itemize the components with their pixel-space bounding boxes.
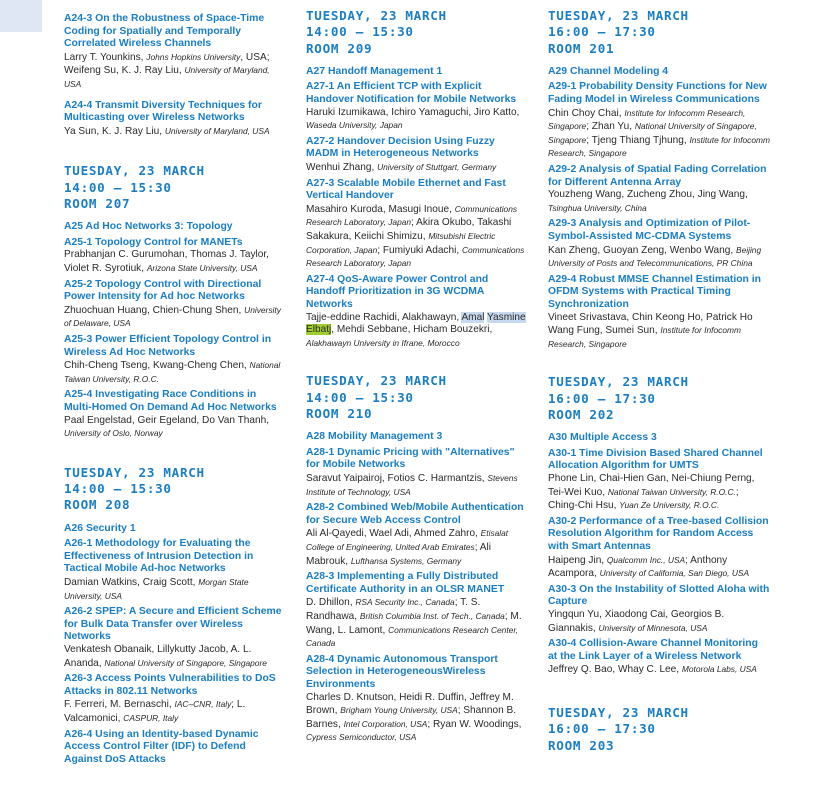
session-title[interactable]: A29 Channel Modeling 4	[548, 65, 669, 77]
paper-title[interactable]: A26-2 SPEP: A Secure and Efficient Scheme for Bulk Data Transfer over Wireless Networks	[64, 606, 282, 643]
paper-authors: Damian Watkins, Craig Scott, Morgan State University, USA	[64, 577, 249, 601]
paper-authors: Chih-Cheng Tseng, Kwang-Cheng Chen, National Taiwan University, R.O.C.	[64, 360, 281, 384]
paper-authors: Venkatesh Obanaik, Lillykutty Jacob, A. L. Ananda, National University of Singapore, Singapore	[64, 643, 267, 669]
session-block-room-207	[64, 163, 286, 440]
paper-title[interactable]: A30-3 On the Instability of Slotted Aloha with Capture	[548, 583, 770, 608]
session-room: ROOM 203	[548, 737, 615, 753]
session-room: ROOM 210	[306, 405, 373, 421]
paper-authors: Yingqun Yu, Xiaodong Cai, Georgios B. Giannakis, University of Minnesota, USA	[548, 608, 725, 634]
session-day: TUESDAY, 23 MARCH	[548, 374, 689, 390]
paper-a27-3	[306, 178, 528, 271]
column-2	[306, 0, 528, 745]
session-title[interactable]: A27 Handoff Management 1	[306, 65, 443, 77]
paper-a28-2	[306, 502, 528, 568]
paper-title[interactable]: A26-1 Methodology for Evaluating the Effectiveness of Intrusion Detection in Tactical Mobile Ad-hoc Networks	[64, 538, 254, 575]
session-title[interactable]: A26 Security 1	[64, 522, 136, 534]
session-title[interactable]: A25 Ad Hoc Networks 3: Topology	[64, 221, 233, 233]
paper-title[interactable]: A25-4 Investigating Race Conditions in Multi-Homed On Demand Ad Hoc Networks	[64, 389, 277, 413]
paper-a29-1	[548, 81, 770, 161]
text-selection-highlight[interactable]: Yasmine	[487, 311, 526, 323]
session-block-room-209	[306, 0, 528, 350]
paper-title[interactable]: A26-4 Using an Identity-based Dynamic Access Control Filter (IDF) to Defend Against DoS Attacks	[64, 728, 259, 765]
paper-authors: Youzheng Wang, Zucheng Zhou, Jing Wang, Tsinghua University, China	[548, 189, 748, 213]
paper-authors: Zhuochuan Huang, Chien-Chung Shen, University of Delaware, USA	[64, 304, 281, 329]
paper-a25-1	[64, 237, 286, 276]
paper-authors: Kan Zheng, Guoyan Zeng, Wenbo Wang, Beijing University of Posts and Telecommunications, PR China	[548, 244, 762, 269]
paper-a24-4	[64, 100, 286, 139]
paper-authors: Ya Sun, K. J. Ray Liu, University of Maryland, USA	[64, 125, 270, 137]
paper-authors: Haruki Izumikawa, Ichiro Yamaguchi, Jiro Katto, Waseda University, Japan	[306, 106, 520, 131]
session-time: 14:00 – 15:30	[64, 481, 172, 497]
paper-a27-1	[306, 81, 528, 132]
paper-authors: Prabhanjan C. Gurumohan, Thomas J. Taylor, Violet R. Syrotiuk, Arizona State University, USA	[64, 249, 269, 275]
paper-title[interactable]: A29-2 Analysis of Spatial Fading Correlation for Different Antenna Array	[548, 164, 767, 188]
session-time: 14:00 – 15:30	[306, 389, 414, 405]
paper-authors: Vineet Srivastava, Chin Keong Ho, Patrick Ho Wang Fung, Sumei Sun, Institute for Infocomm Research, Singapore	[548, 311, 753, 349]
paper-authors: D. Dhillon, RSA Security Inc., Canada; T. S. Randhawa, British Columbia Inst. of Tech., Canada; M. Wang, L. Lamont, Communications Research Center, Canada	[306, 597, 522, 649]
session-block-room-201	[548, 0, 770, 351]
paper-title[interactable]: A26-3 Access Points Vulnerabilities to DoS Attacks in 802.11 Networks	[64, 673, 276, 697]
paper-a28-4	[306, 654, 528, 745]
paper-authors: Chin Choy Chai, Institute for Infocomm Research, Singapore; Zhan Yu, National University of Singapore, Singapore; Tjeng Thiang Tjhung, Institute for Infocomm Research, Singapore	[548, 107, 770, 159]
text-search-highlight[interactable]: Elbatj	[306, 324, 332, 336]
session-day: TUESDAY, 23 MARCH	[64, 163, 205, 179]
column-1	[64, 0, 286, 766]
paper-a25-3	[64, 334, 286, 386]
paper-a29-3	[548, 218, 770, 270]
paper-title[interactable]: A27-2 Handover Decision Using Fuzzy MADM in Heterogeneous Networks	[306, 135, 495, 160]
paper-title[interactable]: A28-2 Combined Web/Mobile Authentication for Secure Web Access Control	[306, 502, 524, 526]
session-time: 14:00 – 15:30	[64, 179, 172, 195]
paper-authors: Saravut Yaipairoj, Fotios C. Harmantzis, Stevens Institute of Technology, USA	[306, 473, 518, 497]
paper-title[interactable]: A25-3 Power Efficient Topology Control in Wireless Ad Hoc Networks	[64, 333, 272, 358]
session-title[interactable]: A30 Multiple Access 3	[548, 432, 657, 444]
session-block-room-202	[548, 374, 770, 677]
paper-title[interactable]: A27-4 QoS-Aware Power Control and Handoff Prioritization in 3G WCDMA Networks	[306, 273, 489, 310]
paper-a26-4	[64, 729, 286, 767]
session-time: 16:00 – 17:30	[548, 390, 656, 406]
session-day: TUESDAY, 23 MARCH	[548, 704, 689, 720]
paper-a24-3	[64, 13, 286, 92]
session-day: TUESDAY, 23 MARCH	[64, 464, 205, 480]
paper-title[interactable]: A29-1 Probability Density Functions for New Fading Model in Wireless Communications	[548, 81, 767, 106]
paper-title[interactable]: A29-3 Analysis and Optimization of Pilot-Symbol-Assisted MC-CDMA Systems	[548, 218, 751, 243]
session-time: 16:00 – 17:30	[548, 721, 656, 737]
paper-title[interactable]: A25-2 Topology Control with Directional Power Intensity for Ad hoc Networks	[64, 278, 262, 303]
paper-a26-1	[64, 538, 286, 603]
paper-a30-1	[548, 448, 770, 513]
column-3	[548, 0, 770, 754]
session-time: 14:00 – 15:30	[306, 24, 414, 40]
paper-a29-2	[548, 164, 770, 215]
paper-a30-3	[548, 584, 770, 635]
paper-a30-4	[548, 638, 770, 677]
page-corner-tab	[0, 0, 42, 32]
paper-a26-3	[64, 673, 286, 725]
paper-authors: Phone Lin, Chai-Hien Gan, Nei-Chiung Perng, Tei-Wei Kuo, National Taiwan University, R.O.C.; Ching-Chi Hsu, Yuan Ze University, R.O.C.	[548, 473, 755, 512]
paper-title[interactable]: A28-1 Dynamic Pricing with "Alternatives" for Mobile Networks	[306, 446, 515, 471]
paper-title[interactable]: A27-1 An Efficient TCP with Explicit Handover Notification for Mobile Networks	[306, 81, 517, 106]
session-room: ROOM 208	[64, 497, 131, 513]
paper-a30-2	[548, 516, 770, 581]
session-block-room-208	[64, 465, 286, 767]
paper-title[interactable]: A29-4 Robust MMSE Channel Estimation in OFDM Systems with Practical Timing Synchronization	[548, 273, 762, 310]
paper-authors: Tajje-eddine Rachidi, Alakhawayn, Amal Yasmine Elbatj, Mehdi Sebbane, Hicham Bouzekri, Alakhawayn University in Ifrane, Morocco	[306, 311, 526, 348]
paper-title[interactable]: A24-4 Transmit Diversity Techniques for Multicasting over Wireless Networks	[64, 99, 262, 124]
paper-authors: F. Ferreri, M. Bernaschi, IAC–CNR, Italy; L. Valcamonici, CASPUR, Italy	[64, 699, 246, 724]
session-room: ROOM 209	[306, 40, 373, 56]
paper-a28-3	[306, 571, 528, 651]
paper-authors: Haipeng Jin, Qualcomm Inc., USA; Anthony Acampora, University of California, San Diego, USA	[548, 554, 750, 580]
paper-title[interactable]: A30-2 Performance of a Tree-based Collision Resolution Algorithm for Random Access with Smart Antennas	[548, 515, 769, 552]
paper-authors: Ali Al-Qayedi, Wael Adi, Ahmed Zahro, Etisalat College of Engineering, United Arab Emirates; Ali Mabrouk, Lufthansa Systems, Germany	[306, 528, 509, 567]
session-room: ROOM 201	[548, 40, 615, 56]
paper-a25-2	[64, 279, 286, 331]
continued-papers	[64, 0, 286, 138]
session-block-room-210	[306, 373, 528, 745]
paper-authors: Jeffrey Q. Bao, Whay C. Lee, Motorola Labs, USA	[548, 664, 757, 676]
session-day: TUESDAY, 23 MARCH	[306, 373, 447, 389]
paper-a26-2	[64, 606, 286, 670]
paper-title[interactable]: A28-3 Implementing a Fully Distributed Certificate Authority in an OLSR MANET	[306, 571, 505, 595]
session-room: ROOM 202	[548, 406, 615, 422]
paper-a25-4	[64, 389, 286, 440]
text-selection-highlight[interactable]: Amal	[461, 311, 485, 323]
session-room: ROOM 207	[64, 195, 131, 211]
paper-title[interactable]: A25-1 Topology Control for MANETs	[64, 236, 243, 248]
paper-authors: Charles D. Knutson, Heidi R. Duffin, Jeffrey M. Brown, Brigham Young University, USA; Shannon B. Barnes, Intel Corporation, USA; Ryan W. Woodings, Cypress Semiconductor, USA	[306, 691, 522, 743]
paper-a29-4	[548, 274, 770, 352]
paper-authors: Masahiro Kuroda, Masugi Inoue, Communications Research Laboratory, Japan; Akira Okubo, Takashi Sakakura, Keiichi Shimizu, Mitsubishi Electric Corporation, Japan; Fumiyuki Adachi, Communications Research Laboratory, Japan	[306, 203, 525, 269]
paper-title[interactable]: A28-4 Dynamic Autonomous Transport Selection in HeterogeneousWireless Environments	[306, 653, 498, 690]
paper-title[interactable]: A30-4 Collision-Aware Channel Monitoring at the Link Layer of a Wireless Network	[548, 638, 758, 662]
session-title[interactable]: A28 Mobility Management 3	[306, 431, 443, 443]
session-day: TUESDAY, 23 MARCH	[548, 8, 689, 23]
paper-a28-1	[306, 447, 528, 499]
paper-a27-4	[306, 274, 528, 351]
paper-title[interactable]: A30-1 Time Division Based Shared Channel Allocation Algorithm for UMTS	[548, 447, 763, 472]
session-block-room-203	[548, 705, 770, 754]
paper-a27-2	[306, 136, 528, 175]
paper-title[interactable]: A27-3 Scalable Mobile Ethernet and Fast Vertical Handover	[306, 177, 506, 202]
paper-authors: Larry T. Younkins, Johns Hopkins University, USA; Weifeng Su, K. J. Ray Liu, University of Maryland, USA	[64, 51, 270, 89]
paper-title[interactable]: A24-3 On the Robustness of Space-Time Coding for Spatially and Temporally Correlated Wireless Channels	[64, 13, 265, 50]
session-time: 16:00 – 17:30	[548, 24, 656, 40]
session-day: TUESDAY, 23 MARCH	[306, 8, 447, 23]
paper-authors: Wenhui Zhang, University of Stuttgart, Germany	[306, 162, 497, 174]
paper-authors: Paal Engelstad, Geir Egeland, Do Van Thanh, University of Oslo, Norway	[64, 414, 269, 439]
